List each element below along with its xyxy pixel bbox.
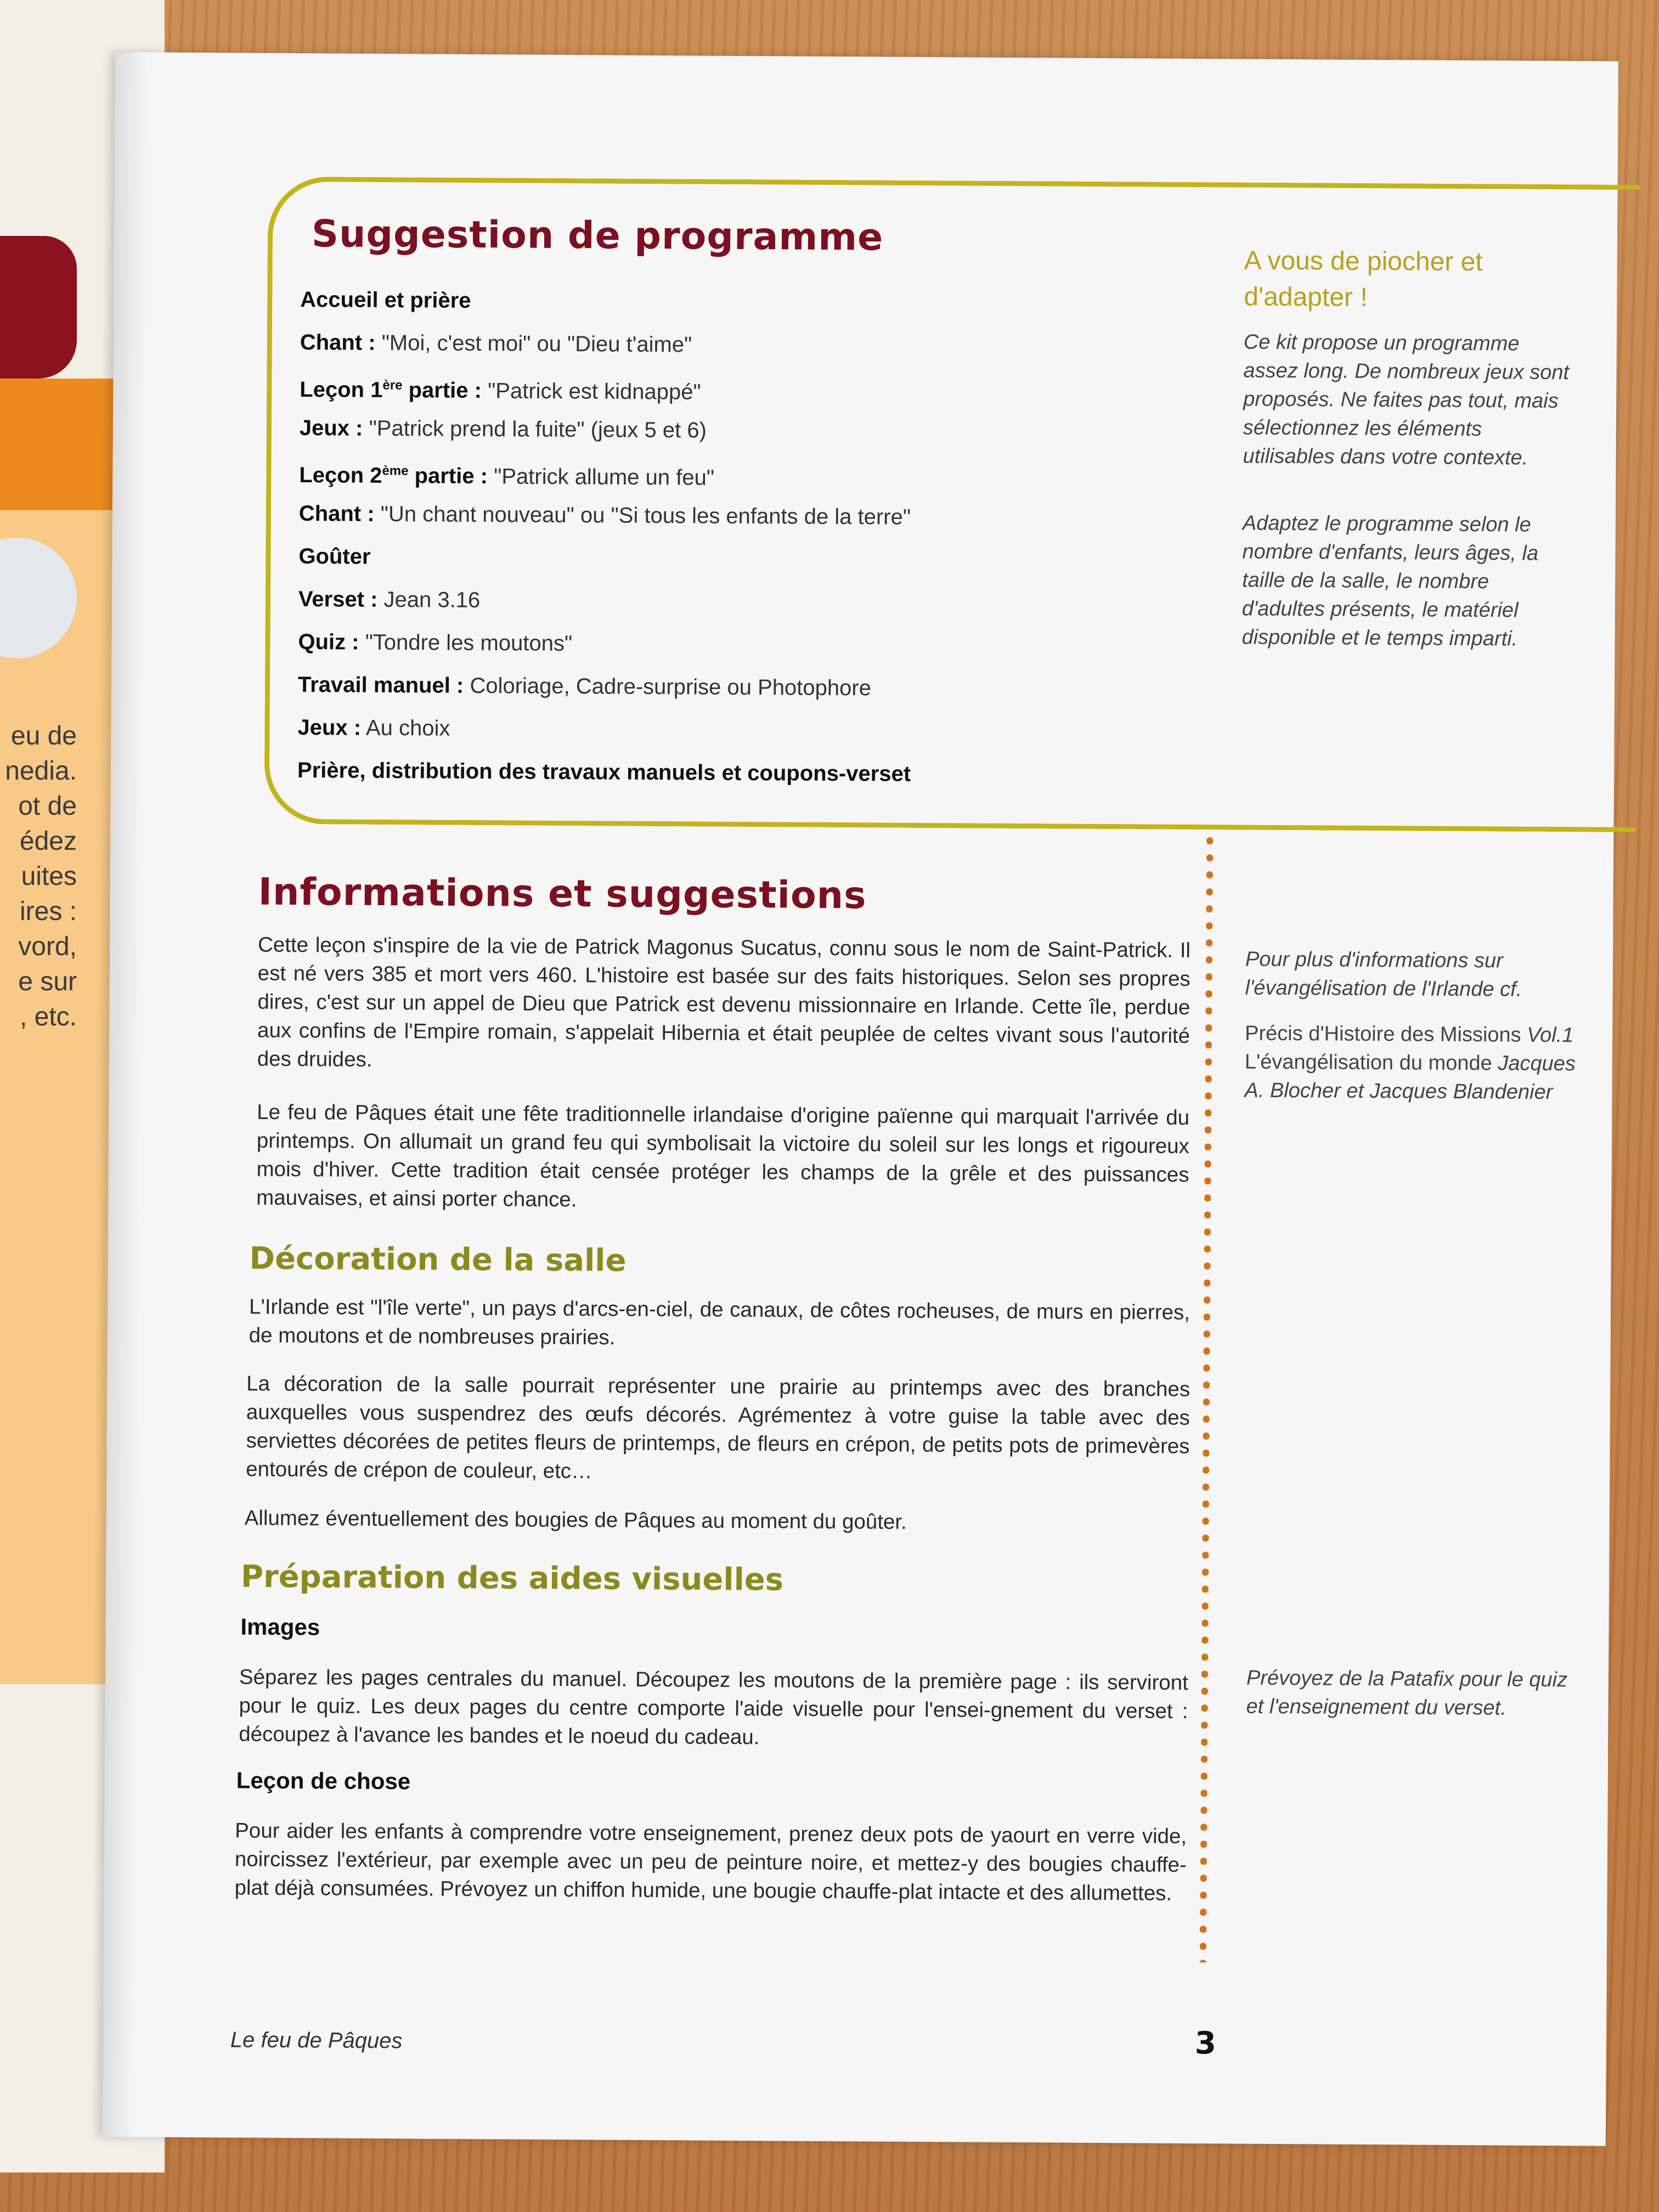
programme-title: Suggestion de programme [311,212,884,259]
item-value: "Patrick prend la fuite" (jeux 5 et 6) [363,416,707,443]
left-text-line: uites [21,862,77,891]
sidebar-note: Adaptez le programme selon le nombre d'enfants, leurs âges, la taille de la salle, le nombre d'adultes présents, le matériel disponible et le temps imparti. [1242,511,1539,651]
left-text-line: nedia. [5,757,77,786]
item-label: Chant : [300,330,376,355]
programme-item [299,449,1232,498]
item-value: "Un chant nouveau" ou "Si tous les enfants de la terre" [374,501,911,529]
programme-list [297,278,1233,797]
item-value: Au choix [360,715,450,741]
preparation-title: Préparation des aides visuelles [240,1559,784,1598]
item-label-post: partie : [408,464,488,489]
item-label: Jeux : [299,416,363,441]
item-label-pre: Leçon 2 [299,463,382,488]
images-paragraph: Séparez les pages centrales du manuel. Découpez les moutons de la première page : ils serviront pour le quiz. Les deux pages du centre comporte l'aide visuelle pour l'ensei-gnement du verset : découpez à l'avance les bandes et le noeud du cadeau. [239,1665,1189,1750]
left-text-line: e sur [18,967,77,996]
footer-title: Le feu de Pâques [230,2028,403,2053]
item-label: Quiz : [298,630,359,654]
item-value: "Tondre les moutons" [359,630,573,656]
item-label: Prière, distribution des travaux manuels et coupons-verset [297,758,911,786]
left-illustration [0,236,77,379]
images-label: Images [240,1613,320,1640]
reference-title: Précis d'Histoire des Missions [1244,1022,1527,1047]
programme-item [300,407,1232,455]
left-text-line: vord, [18,932,77,961]
sidebar-note: Pour plus d'informations sur l'évangélisation de l'Irlande cf. [1245,947,1522,1001]
item-label-sup: ème [382,463,409,479]
decoration-paragraph: La décoration de la salle pourrait représenter une prairie au printemps avec des branches auxquelles vous suspendrez des œufs décorés. Agrémentez à votre guise la table avec des serviettes décorées de petites fleurs de printemps, de fleurs en crépon, de petits pots de primevères entourés de crépon de couleur, etc… [246,1372,1190,1483]
booklet-page [103,52,1618,2146]
item-label: Goûter [298,544,371,569]
item-label [300,377,482,403]
item-label-sup: ère [382,377,403,393]
informations-paragraph: Cette leçon s'inspire de la vie de Patrick Magonus Sucatus, connu sous le nom de Saint-Patrick. Il est né vers 385 et mort vers 460. L'histoire est basée sur des faits historiques. Selon ses propres dires, c'est sur un appel de Dieu que Patrick est devenu missionnaire en Irlande. Cette île, perdue aux confins de l'Empire romain, s'appelait Hibernia et était peuplée de celtes vivant sous l'autorité des druides. [257,933,1191,1071]
programme-item [298,578,1231,626]
programme-item [298,535,1231,583]
informations-paragraph: Le feu de Pâques était une fête traditionnelle irlandaise d'origine païenne qui marquait l'arrivée du printemps. On allumait un grand feu qui symbolisait la victoire du soleil sur les longs et rigoureux mois d'hiver. Cette tradition était censée protéger les champs de la grêle et des puissances mauvaises, et ainsi porter chance. [256,1100,1190,1212]
item-label: Jeux : [297,715,362,740]
reference-subtitle: L'évangélisation du monde [1244,1050,1498,1075]
item-label: Verset : [298,587,378,612]
item-label: Chant : [298,501,375,526]
item-label: Travail manuel : [297,673,464,698]
left-text-line: eu de [10,721,77,751]
informations-title: Informations et suggestions [258,870,867,918]
programme-item [299,492,1232,540]
dotted-divider [1200,832,1214,1962]
decoration-paragraph: L'Irlande est "l'île verte", un pays d'arcs-en-ciel, de canaux, de côtes rocheuses, de murs en pierres, de moutons et de nombreuses prairies. [249,1295,1190,1350]
programme-item [300,364,1232,412]
item-value: Jean 3.16 [377,587,481,613]
decoration-paragraph: Allumez éventuellement des bougies de Pâques au moment du goûter. [244,1506,907,1534]
item-value: "Moi, c'est moi" ou "Dieu t'aime" [375,330,692,357]
item-label: Accueil et prière [300,287,471,313]
item-value: "Patrick allume un feu" [487,464,715,490]
sidebar-reference [1244,1019,1579,1107]
left-text-line: , etc. [19,1002,77,1031]
programme-item [298,663,1231,712]
programme-item [297,706,1230,754]
programme-item [300,278,1233,326]
sidebar-note: Prévoyez de la Patafix pour le quiz et l'enseignement du verset. [1246,1666,1568,1720]
left-text-line: édez [19,827,77,856]
page-number: 3 [1194,2025,1217,2062]
item-label-post: partie : [402,378,482,403]
left-text-line: ires : [19,897,77,926]
programme-item [298,620,1231,669]
item-value: Coloriage, Cadre-surprise ou Photophore [464,673,872,701]
lecon-paragraph: Pour aider les enfants à comprendre votre enseignement, prenez deux pots de yaourt en verre vide, noircissez l'extérieur, par exemple avec un peu de peinture noire, et mettez-y des bougies chauffe-plat déjà consumées. Prévoyez un chiffon humide, une bougie chauffe-plat intacte et des allumettes. [234,1819,1187,1905]
left-page-text [0,719,77,1035]
sidebar-note: Ce kit propose un programme assez long. De nombreux jeux sont proposés. Ne faites pas tout, mais sélectionnez les éléments utilisables dans votre contexte. [1243,330,1570,470]
decoration-title: Décoration de la salle [249,1240,627,1279]
item-value: "Patrick est kidnappé" [481,379,701,404]
sidebar-title: A vous de piocher et d'adapter ! [1244,246,1483,312]
item-label-pre: Leçon 1 [300,377,383,403]
reference-volume: Vol.1 [1527,1023,1574,1047]
programme-item [300,321,1233,369]
left-text-line: ot de [18,792,77,821]
item-label [299,463,488,488]
reference-authors: Jacques A. Blocher et Jacques Blandenier [1244,1052,1576,1104]
lecon-label: Leçon de chose [236,1767,411,1795]
programme-item [297,749,1230,797]
